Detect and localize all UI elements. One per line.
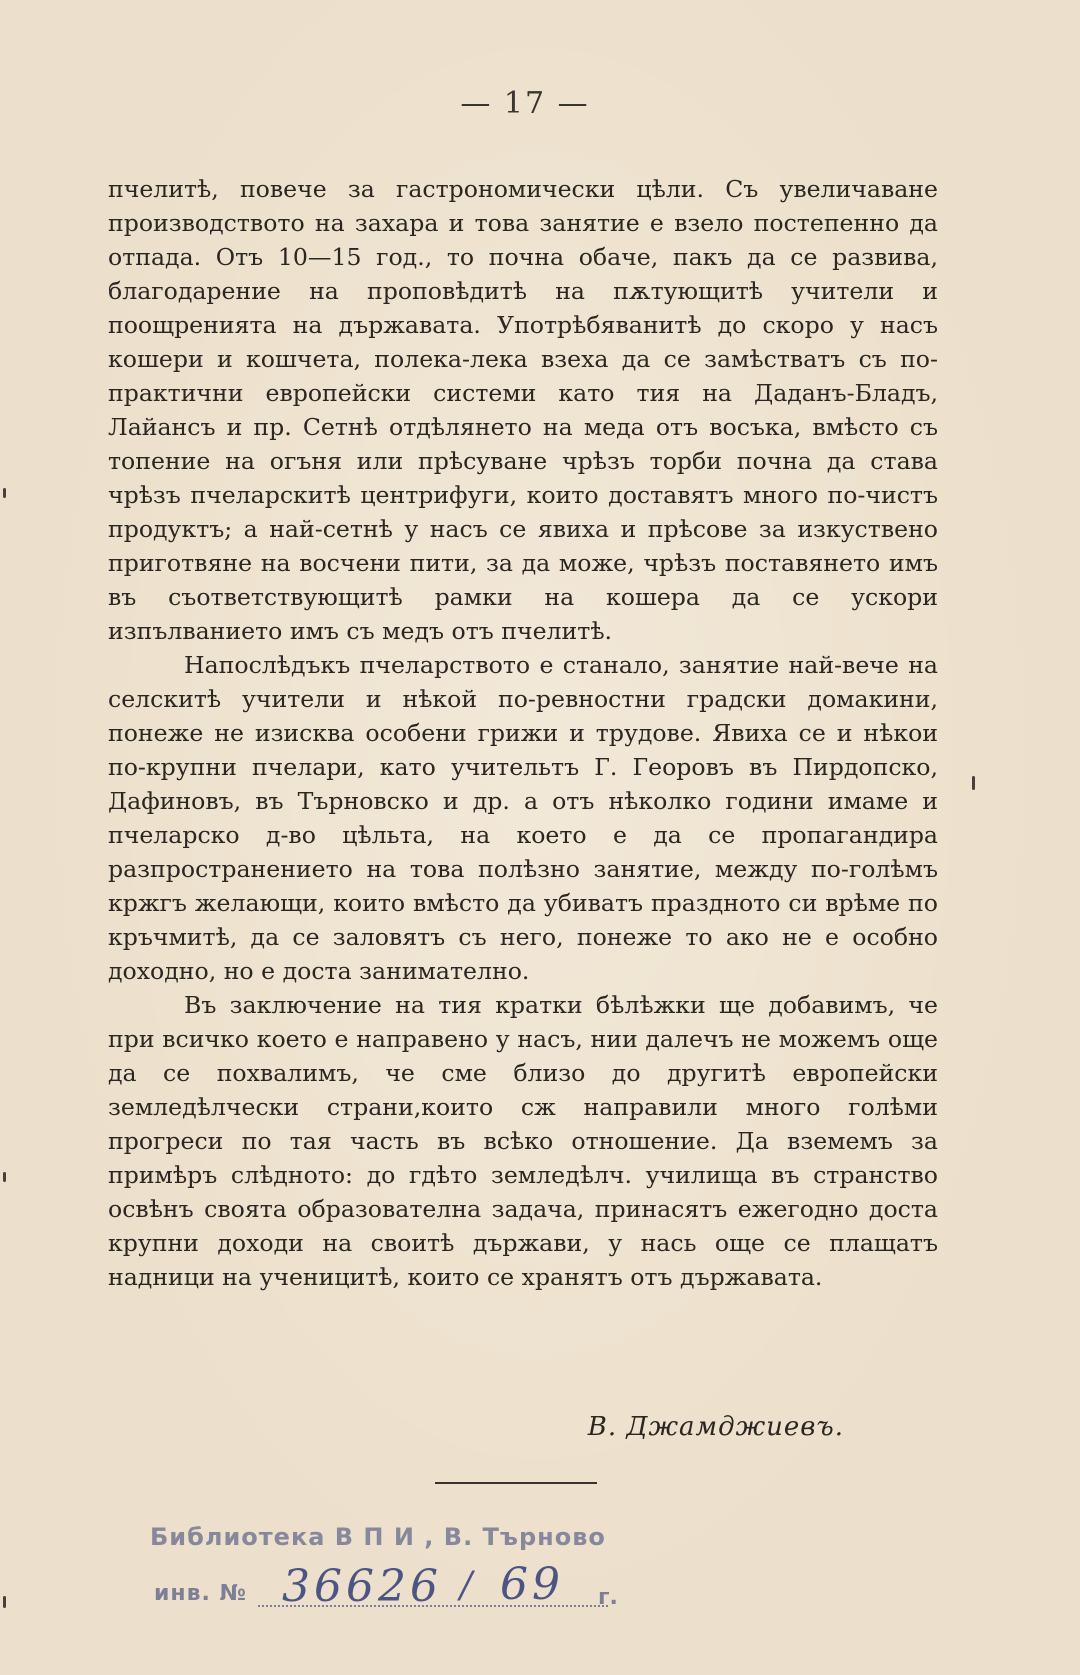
stamp-library-name: Библиотека В П И , В. Търново [150,1523,606,1551]
stamp-inventory-label: инв. № [154,1581,248,1606]
paragraph-2: Напослѣдъкъ пчеларството е станало, занятие най-вече на селскитѣ учители и нѣкой по-ревностни градски домакини, понеже не изисква особени грижи и трудове. Явиха се и нѣкои по-крупни пчелари, като учительтъ Г. Георовъ въ Пирдопско, Дафиновъ, въ Търновско и др. а отъ нѣколко години имаме и пчеларско д-во цѣльта, на което е да се пропагандира разпространението на това полѣзно занятие, между по-голѣмъ кржгъ желающи, които вмѣсто да убиватъ праздното си врѣме по кръчмитѣ, да се заловятъ съ него, понеже то ако не е особно доходно, но е доста занимателно. [108,651,938,985]
margin-mark-left-3 [3,1596,6,1608]
handwritten-separator: / [460,1565,477,1606]
paragraph-3: Въ заключение на тия кратки бѣлѣжки ще добавимъ, че при всичко което е направено у насъ, нии далечъ не можемъ още да се похвалимъ, че сме близо до другитѣ европейски земледѣлчески страни,които сж направили много голѣми прогреси по тая часть въ всѣко отношение. Да вземемъ за примѣръ слѣдното: до гдѣто земледѣлч. училища въ странство освѣнъ своята образователна задача, принасятъ ежегодно доста крупни доходи на своитѣ държави, у нась още се плащатъ надници на ученицитѣ, които се хранятъ отъ държавата. [108,991,938,1291]
library-stamp [150,1515,650,1630]
body-text [108,172,938,1294]
margin-mark-left-1 [3,488,6,498]
margin-mark-left-2 [3,1172,6,1182]
stamp-year-suffix: г. [598,1585,618,1610]
page-number: — 17 — [460,86,590,121]
author-signature: В. Джамджиевъ. [587,1412,844,1442]
margin-mark-right [972,776,975,790]
paragraph-1: пчелитѣ, повече за гастрономически цѣли. Съ увеличаване производството на захара и това занятие е взело постепенно да отпада. Отъ 10—15 год., то почна обаче, пакъ да се развива, благодарение на проповѣдитѣ на пѫтующитѣ учители и поощренията на държавата. Употрѣбяванитѣ до скоро у насъ кошери и кошчета, полека-лека взеха да се замѣстватъ съ по-практични европейски системи като тия на Даданъ-Бладъ, Лайансъ и пр. Сетнѣ отдѣлянето на меда отъ восъка, вмѣсто съ топение на огъня или прѣсуване чрѣзъ торби почна да става чрѣзъ пчеларскитѣ центрифуги, които доставятъ много по-чистъ продуктъ; а най-сетнѣ у насъ се явиха и прѣсове за изкуствено приготвяне на восчени пити, за да може, чрѣзъ поставянето имъ въ съответствующитѣ рамки на кошера да се ускори изпълванието имъ съ медъ отъ пчелитѣ. [108,175,938,645]
handwritten-inventory-number: 36626 [282,1561,442,1612]
handwritten-year: 69 [500,1559,564,1610]
end-rule [435,1482,597,1484]
